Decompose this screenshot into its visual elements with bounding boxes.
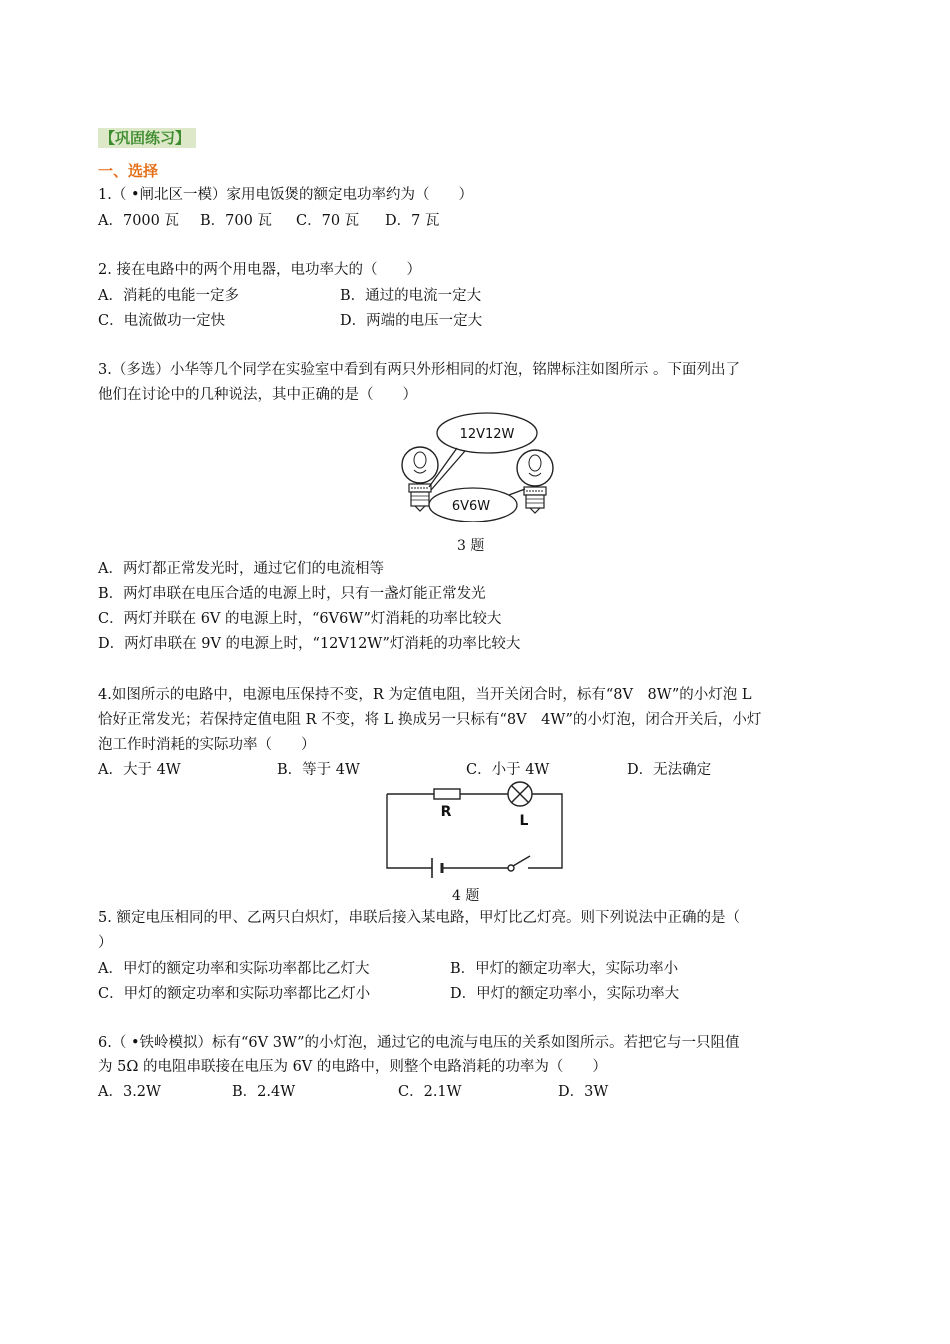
q4-option-b: B．等于 4W (277, 762, 360, 778)
q5-stem-line2: ） (98, 935, 113, 951)
q6-option-a: A．3.2W (98, 1084, 161, 1100)
battery-icon (432, 858, 442, 878)
q3-label-12v12w: 12V12W (459, 427, 515, 442)
resistor-icon (434, 789, 460, 799)
q3-option-d: D．两灯串联在 9V 的电源上时，“12V12W”灯消耗的功率比较大 (98, 636, 521, 652)
q1-option-a: A．7000 瓦 (98, 213, 179, 229)
q6-stem-line2: 为 5Ω 的电阻串联接在电压为 6V 的电路中，则整个电路消耗的功率为（ ） (98, 1059, 607, 1075)
q1-stem: 1.（ •闸北区一模）家用电饭煲的额定电功率约为（ ） (98, 187, 473, 203)
q3-bulbs-figure (395, 410, 575, 522)
switch-icon (508, 856, 530, 871)
q5-option-b: B．甲灯的额定功率大，实际功率小 (450, 961, 679, 977)
q4-figure-caption: 4 题 (452, 888, 480, 904)
q6-option-c: C．2.1W (398, 1084, 462, 1100)
q2-option-b: B．通过的电流一定大 (340, 288, 482, 304)
q4-stem-line3: 泡工作时消耗的实际功率（ ） (98, 737, 316, 753)
section-title: 【巩固练习】 (98, 128, 196, 148)
q3-stem-line2: 他们在讨论中的几种说法，其中正确的是（ ） (98, 387, 417, 403)
q3-label-6v6w: 6V6W (451, 499, 491, 514)
q3-figure-caption: 3 题 (457, 538, 485, 554)
q3-stem-line1: 3.（多选）小华等几个同学在实验室中看到有两只外形相同的灯泡，铭牌标注如图所示 。下面列出了 (98, 362, 740, 378)
lamp-label: L (519, 813, 529, 829)
q3-option-b: B．两灯串联在电压合适的电源上时，只有一盏灯能正常发光 (98, 586, 486, 602)
q6-stem-line1: 6.（ •铁岭模拟）标有“6V 3W”的小灯泡，通过它的电流与电压的关系如图所示。若把它与一只阻值 (98, 1035, 740, 1051)
q3-option-c: C．两灯并联在 6V 的电源上时，“6V6W”灯消耗的功率比较大 (98, 611, 502, 627)
q6-option-d: D．3W (558, 1084, 609, 1100)
q1-option-c: C．70 瓦 (296, 213, 360, 229)
q2-option-c: C．电流做功一定快 (98, 313, 226, 329)
q5-option-a: A．甲灯的额定功率和实际功率都比乙灯大 (98, 961, 370, 977)
q1-option-b: B．700 瓦 (200, 213, 272, 229)
q2-stem: 2. 接在电路中的两个用电器，电功率大的（ ） (98, 262, 421, 278)
q4-stem-line1: 4.如图所示的电路中，电源电压保持不变，R 为定值电阻，当开关闭合时，标有“8V 8W”的小灯泡 L (98, 687, 752, 703)
q4-option-a: A．大于 4W (98, 762, 181, 778)
q5-stem-line1: 5. 额定电压相同的甲、乙两只白炽灯，串联后接入某电路，甲灯比乙灯亮。则下列说法中正确的是（ (98, 910, 740, 926)
resistor-label: R (440, 804, 452, 820)
q5-option-d: D．甲灯的额定功率小，实际功率大 (450, 986, 680, 1002)
q4-circuit-figure (380, 780, 570, 885)
right-bulb-icon (517, 450, 553, 513)
q2-option-d: D．两端的电压一定大 (340, 313, 483, 329)
q4-option-c: C．小于 4W (466, 762, 550, 778)
q6-option-b: B．2.4W (232, 1084, 296, 1100)
q4-option-d: D．无法确定 (627, 762, 712, 778)
q3-option-a: A．两灯都正常发光时，通过它们的电流相等 (98, 561, 384, 577)
q4-stem-line2: 恰好正常发光；若保持定值电阻 R 不变，将 L 换成另一只标有“8V 4W”的小灯泡，闭合开关后，小灯 (98, 712, 762, 728)
lamp-icon (508, 782, 532, 806)
q1-option-d: D．7 瓦 (385, 213, 440, 229)
q2-option-a: A．消耗的电能一定多 (98, 288, 239, 304)
q5-option-c: C．甲灯的额定功率和实际功率都比乙灯小 (98, 986, 371, 1002)
subsection-title: 一、选择 (98, 162, 159, 180)
